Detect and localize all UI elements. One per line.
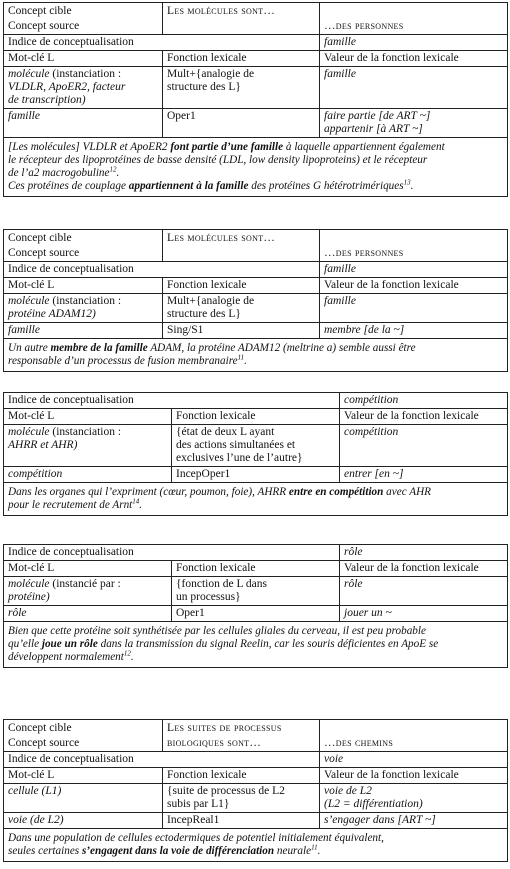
label-concept-source: Concept source xyxy=(4,19,163,35)
label-indice: Indice de conceptualisation xyxy=(4,545,340,561)
concept-source-value: …des personnes xyxy=(320,246,508,262)
label-concept-cible: Concept cible xyxy=(4,230,163,247)
fonction-cell: Sing/S1 xyxy=(163,323,320,339)
label-mot-cle: Mot-clé L xyxy=(4,768,163,784)
label-fonction: Fonction lexicale xyxy=(163,51,320,67)
indice-value: compétition xyxy=(340,393,508,409)
block-competition xyxy=(3,392,508,516)
indice-value: rôle xyxy=(340,545,508,561)
label-mot-cle: Mot-clé L xyxy=(4,561,172,577)
concept-cible-value: Les molécules sont… xyxy=(163,3,320,20)
concept-source-value: …des chemins xyxy=(320,736,508,752)
label-mot-cle: Mot-clé L xyxy=(4,51,163,67)
fonction-cell: Mult+{analogie de structure des L} xyxy=(163,67,320,109)
indice-value: famille xyxy=(320,35,508,51)
block-famille-2 xyxy=(3,229,508,372)
valeur-cell: jouer un ~ xyxy=(340,606,508,622)
label-mot-cle: Mot-clé L xyxy=(4,409,172,425)
label-mot-cle: Mot-clé L xyxy=(4,278,163,294)
fonction-cell: {état de deux L ayant des actions simultanées et exclusives l’une de l’autre} xyxy=(172,425,340,467)
label-fonction: Fonction lexicale xyxy=(172,561,340,577)
label-concept-source: Concept source xyxy=(4,246,163,262)
label-valeur: Valeur de la fonction lexicale xyxy=(320,278,508,294)
label-valeur: Valeur de la fonction lexicale xyxy=(340,409,508,425)
example-text: Dans les organes qui l’expriment (cœur, poumon, foie), AHRR entre en compétition avec AHR pour le recrutement de Arnt$^{14}$. xyxy=(4,483,508,516)
mot-cle-cell: famille xyxy=(4,323,163,339)
indice-value: famille xyxy=(320,262,508,278)
mot-cle-cell: compétition xyxy=(4,467,172,483)
example-text: Un autre membre de la famille ADAM, la protéine ADAM12 (meltrine a) semble aussi être responsable d’un processus de fusion membranaire$^{11}$. xyxy=(4,339,508,372)
label-valeur: Valeur de la fonction lexicale xyxy=(340,561,508,577)
valeur-cell: entrer [en ~] xyxy=(340,467,508,483)
label-indice: Indice de conceptualisation xyxy=(4,262,320,278)
example-text: Dans une population de cellules ectodermiques de potentiel initialement équivalent, seules certaines s’engagent dans la voie de différenciation neurale$^{11}$. xyxy=(4,829,508,862)
mot-cle-cell: molécule (instanciation : VLDLR, ApoER2, facteur de transcription) xyxy=(4,67,163,109)
mot-cle-cell: cellule (L1) xyxy=(4,784,163,813)
fonction-cell: {suite de processus de L2 subis par L1} xyxy=(163,784,320,813)
block-role xyxy=(3,544,508,668)
valeur-cell: membre [de la ~] xyxy=(320,323,508,339)
fonction-cell: IncepOper1 xyxy=(172,467,340,483)
valeur-cell: voie de L2 (L2 = différentiation) xyxy=(320,784,508,813)
valeur-cell: faire partie [de ART ~] appartenir [à ART ~] xyxy=(320,109,508,138)
valeur-cell: rôle xyxy=(340,577,508,606)
mot-cle-cell: voie (de L2) xyxy=(4,813,163,829)
indice-value: voie xyxy=(320,752,508,768)
label-valeur: Valeur de la fonction lexicale xyxy=(320,51,508,67)
fonction-cell: Oper1 xyxy=(172,606,340,622)
mot-cle-cell: molécule (instancié par : protéine) xyxy=(4,577,172,606)
label-concept-cible: Concept cible xyxy=(4,720,163,737)
label-concept-cible: Concept cible xyxy=(4,3,163,20)
fonction-cell: IncepReal1 xyxy=(163,813,320,829)
concept-cible-value: Les molécules sont… xyxy=(163,230,320,247)
fonction-cell: Oper1 xyxy=(163,109,320,138)
concept-source-value: …des personnes xyxy=(320,19,508,35)
concept-cible-value: Les suites de processus xyxy=(163,720,320,737)
label-indice: Indice de conceptualisation xyxy=(4,752,320,768)
label-indice: Indice de conceptualisation xyxy=(4,35,320,51)
example-text: Bien que cette protéine soit synthétisée par les cellules gliales du cerveau, il est peu probable qu’elle joue un rôle dans la transmission du signal Reelin, car les souris déficientes en ApoE se développent normalement$^{12}$. xyxy=(4,622,508,668)
label-valeur: Valeur de la fonction lexicale xyxy=(320,768,508,784)
valeur-cell: s’engager dans [ART ~] xyxy=(320,813,508,829)
mot-cle-cell: molécule (instanciation : protéine ADAM12) xyxy=(4,294,163,323)
valeur-cell: famille xyxy=(320,67,508,109)
valeur-cell: compétition xyxy=(340,425,508,467)
block-voie xyxy=(3,719,508,862)
label-fonction: Fonction lexicale xyxy=(172,409,340,425)
mot-cle-cell: famille xyxy=(4,109,163,138)
label-concept-source: Concept source xyxy=(4,736,163,752)
concept-cible-value-cont: biologiques sont… xyxy=(163,736,320,752)
example-text: [Les molécules] VLDLR et ApoER2 font partie d’une famille à laquelle appartiennent également le récepteur des lipoprotéines de basse densité (LDL, low density lipoproteins) et le récepteur de l’a2 macrogobuline$^{12}$. Ces protéines de couplage appartiennent à la famille des protéines G hétérotrimériques$^{13}$. xyxy=(4,138,508,197)
valeur-cell: famille xyxy=(320,294,508,323)
label-indice: Indice de conceptualisation xyxy=(4,393,340,409)
fonction-cell: Mult+{analogie de structure des L} xyxy=(163,294,320,323)
label-fonction: Fonction lexicale xyxy=(163,278,320,294)
mot-cle-cell: molécule (instanciation : AHRR et AHR) xyxy=(4,425,172,467)
label-fonction: Fonction lexicale xyxy=(163,768,320,784)
fonction-cell: {fonction de L dans un processus} xyxy=(172,577,340,606)
mot-cle-cell: rôle xyxy=(4,606,172,622)
block-famille-1 xyxy=(3,2,508,197)
